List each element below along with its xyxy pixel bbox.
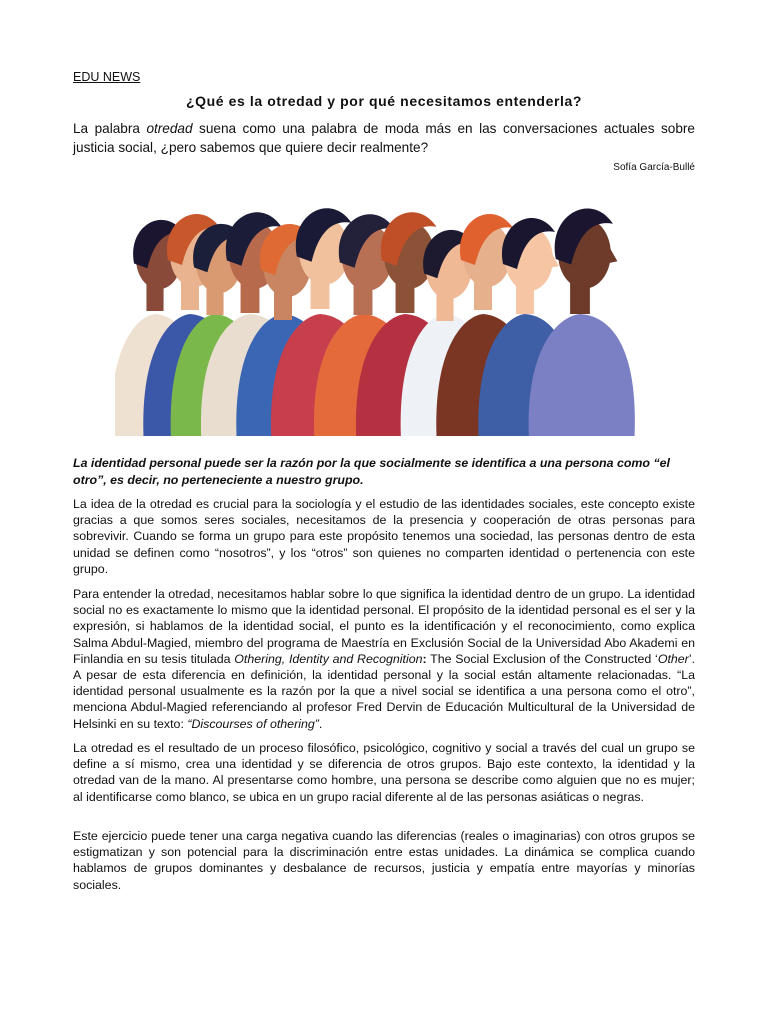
- paragraph-2: [73, 586, 695, 732]
- section-label: EDU NEWS: [73, 70, 141, 84]
- article-author: Sofía García-Bullé: [613, 162, 695, 173]
- p2-text-c: The Social Exclusion of the Constructed ‘: [426, 651, 658, 666]
- article-title: ¿Qué es la otredad y por qué necesitamos entenderla?: [185, 93, 583, 109]
- p2-colon: :: [422, 651, 427, 666]
- lead-text-b: suena como una palabra de moda más en las conversaciones actuales sobre justicia social, ¿pero sabemos que quiere decir realmente?: [73, 121, 695, 155]
- lead-text-a: La palabra: [73, 121, 147, 136]
- paragraph-3: La otredad es el resultado de un proceso filosófico, psicológico, cognitivo y social a través del cual un grupo se define a sí mismo, crea una identidad y se diferencia de otros grupos. Bajo este contexto, la identidad y la otredad van de la mano. Al presentarse como hombre, una persona se describe como alguien que no es mujer; al identificarse como blanco, se ubica en un grupo racial diferente al de las personas asiáticas o negras.: [73, 741, 695, 804]
- p2-text-d: ’. A pesar de esta diferencia en definición, la identidad personal y la social están altamente relacionadas. “La identidad personal usualmente es la razón por la que a nivel social se identifica a una persona como el otro”, menciona Abdul-Magied referenciando al profesor Fred Dervin de Educación Multicultural de la Universidad de Helsinki en su texto:: [73, 651, 696, 731]
- person-nose: [608, 246, 618, 264]
- diverse-people-profiles-illustration: [115, 196, 660, 436]
- p2-thesis-title: Othering, Identity and Recognition: [234, 651, 423, 666]
- article-lead: [73, 119, 695, 157]
- p2-reference-title: “Discourses of othering”: [187, 716, 319, 731]
- paragraph-4: Este ejercicio puede tener una carga negativa cuando las diferencias (reales o imaginarias) con otros grupos se estigmatizan y son potencial para la discriminación entre estas unidades. La dinámica se complica cuando hablamos de grupos dominantes y desbalance de recursos, justicia y empatía entre mayorías y minorías sociales.: [73, 829, 695, 892]
- paragraph-1: La idea de la otredad es crucial para la sociología y el estudio de las identidades sociales, este concepto existe gracias a que somos seres sociales, necesitamos de la presencia y cooperación de otras personas para sobrevivir. Cuando se forma un grupo para este propósito tenemos una sociedad, las personas dentro de esta unidad se definen como “nosotros”, y los “otros” son quienes no comparten identidad o pertenencia con este grupo.: [73, 497, 695, 576]
- lead-emphasis: otredad: [146, 121, 193, 136]
- p2-other-term: Other: [657, 651, 689, 666]
- p2-text-a: Para entender la otredad, necesitamos hablar sobre lo que significa la identidad dentro de un grupo. La identidad social no es exactamente lo mismo que la identidad personal. El propósito de la identidad personal es el ser y la expresión, si hablamos de la identidad social, el punto es la identificación y el reconocimiento, como explica Salma Abdul-Magied, miembro del programa de Maestría en Exclusión Social de la Universidad Abo Akademi en Finlandia en su tesis titulada: [73, 587, 695, 666]
- p2-text-e: .: [318, 716, 323, 731]
- image-caption: La identidad personal puede ser la razón por la que socialmente se identifica a una persona como “el otro”, es decir, no perteneciente a nuestro grupo.: [73, 456, 670, 487]
